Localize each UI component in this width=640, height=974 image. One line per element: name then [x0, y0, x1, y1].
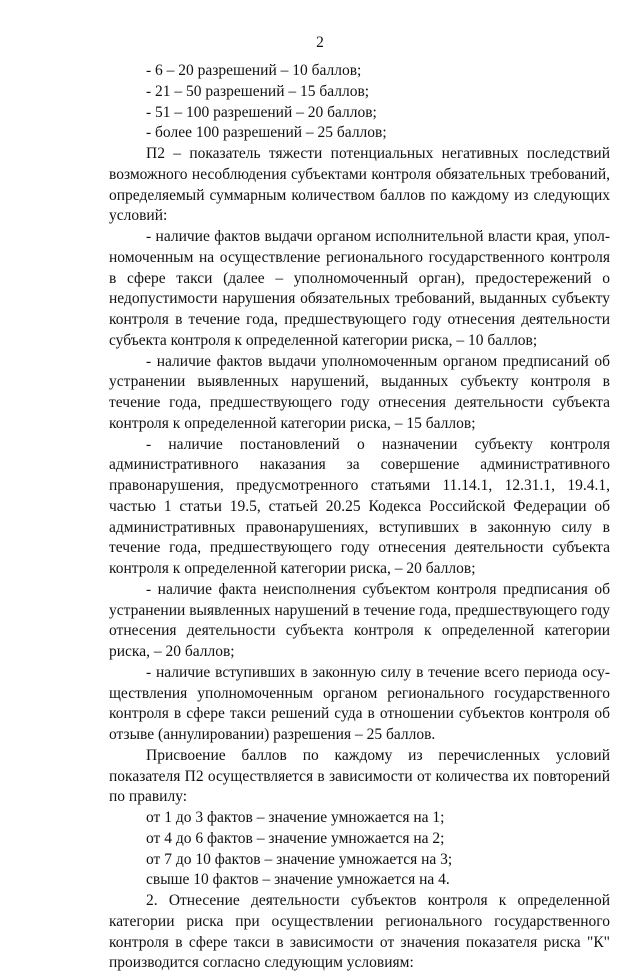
paragraph-risk-category-assignment: 2. Отнесение деятельности субъектов контроля к определенной категории риска при осуществлении регионального государственного контроля в сфере такси в зависимости от значения показателя риска "К" производится согласно следующим условиям:: [109, 892, 610, 972]
paragraph-non-compliance-condition: - наличие факта неисполнения субъектом контроля предписания об устранении выявленных нарушений в течение года, предшествующего году отнесения деятельности субъекта контроля к определенной категории риска, – 20 баллов;: [109, 580, 610, 660]
list-item-4-6-facts: от 4 до 6 фактов – значение умножается на 2;: [146, 829, 445, 847]
list-item-6-20-permits: - 6 – 20 разрешений – 10 баллов;: [146, 62, 362, 79]
list-item-over-10-facts: свыше 10 фактов – значение умножается на 4.: [146, 871, 450, 889]
paragraph-orders-condition: - наличие фактов выдачи уполномоченным органом предписаний об устранении выявленных нарушений, выданных субъекту контроля в течение года, предшествующего году отнесения деятельности субъекта контроля к определенной категории риска, – 15 баллов;: [109, 352, 610, 432]
list-item-1-3-facts: от 1 до 3 фактов – значение умножается на 1;: [146, 809, 445, 826]
paragraph-penalties-condition: - наличие постановлений о назначении субъекту контроля административного наказания за совершение административного правонарушения, предусмотренного статьями 11.14.1, 12.31.1, 19.4.1, частью 1 статьи 19.5, статьей 20.25 Кодекса Российской Федерации об административных правонарушениях, вступивших в законную силу в течение года, предшествующего году отнесения деятельности субъекта контроля к определенной категории риска, – 20 баллов;: [109, 435, 610, 577]
paragraph-warnings-condition: - наличие фактов выдачи органом исполнительной власти края, уполномоченным на осуществление регионального государственного контроля в сфере такси (далее – уполномоченный орган), предостережений о недопустимости нарушения обязательных требований, выданных субъекту контроля в течение года, предшествующего году отнесения деятельности субъекта контроля к определенной категории риска, – 10 баллов;: [109, 228, 610, 349]
list-item-21-50-permits: - 21 – 50 разрешений – 15 баллов;: [146, 82, 370, 100]
paragraph-p2-definition: П2 – показатель тяжести потенциальных негативных последствий возможного несоблюдения субъектами контроля обязательных требований, определяемый суммарным количеством баллов по каждому из следующих условий:: [109, 145, 610, 225]
list-item-7-10-facts: от 7 до 10 фактов – значение умножается на 3;: [146, 850, 453, 868]
document-body: [109, 61, 610, 974]
list-item-over-100-permits: - более 100 разрешений – 25 баллов;: [146, 124, 387, 142]
paragraph-court-decisions-condition: - наличие вступивших в законную силу в течение всего периода осуществления уполномоченным органом регионального государственного контроля в сфере такси решений суда в отношении субъектов контроля об отзыве (аннулировании) разрешения – 25 баллов.: [109, 663, 610, 743]
list-item-51-100-permits: - 51 – 100 разрешений – 20 баллов;: [146, 103, 377, 121]
paragraph-points-assignment: Присвоение баллов по каждому из перечисленных условий показателя П2 осуществляется в зависимости от количества их повторений по правилу:: [109, 746, 610, 806]
page-number: 2: [316, 34, 324, 51]
